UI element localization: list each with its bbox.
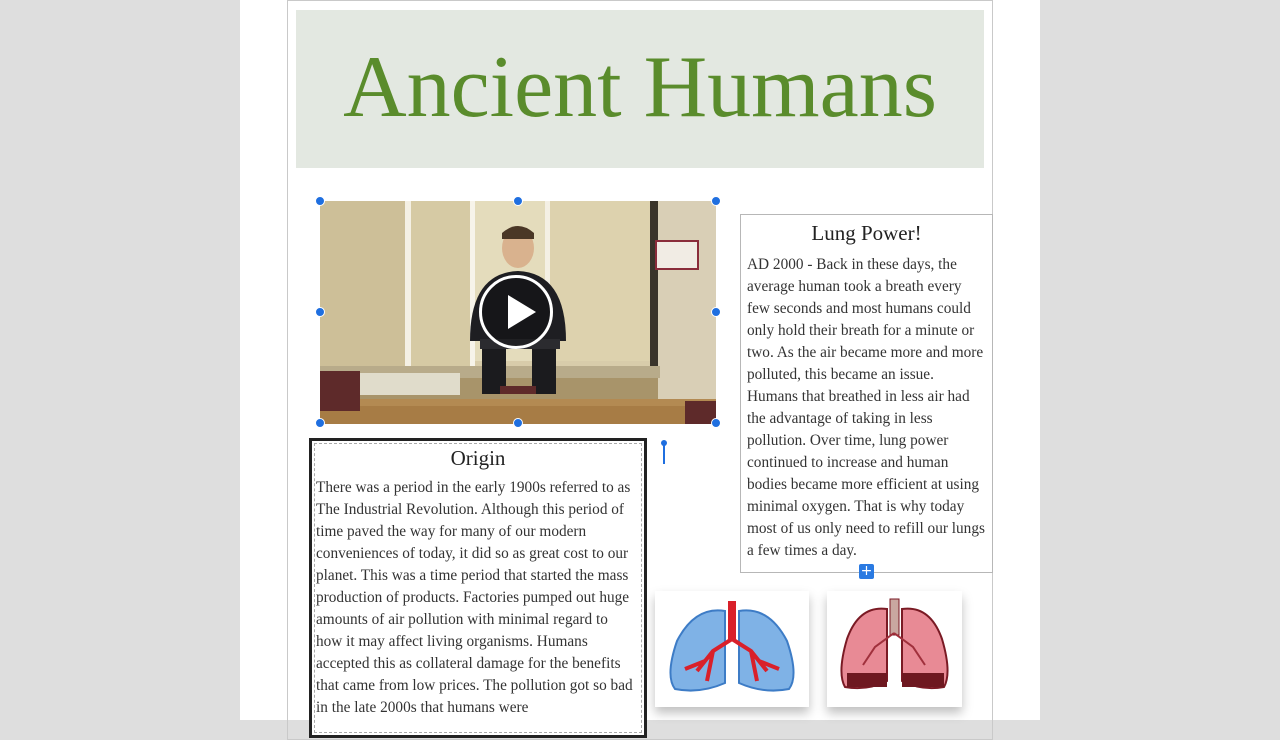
text-insertion-cursor[interactable] (663, 442, 665, 464)
text-overflow-button[interactable]: + (860, 563, 873, 579)
resize-handle-top[interactable] (513, 196, 523, 206)
lungs-pink-icon (827, 591, 962, 707)
resize-handle-top-right[interactable] (711, 196, 721, 206)
lung-power-body-text[interactable]: AD 2000 - Back in these days, the average human took a breath every few seconds and most humans could only hold their breath for a minute or two. As the air became more and more polluted, this became an issue. Humans that breathed in less air had the advantage of taking in less pollution. Over time, lung power continued to increase and human bodies became more efficient at using minimal oxygen. That is why today most of us only need to refill our lungs a few times a day. (747, 256, 985, 559)
origin-text-box[interactable] (309, 438, 647, 738)
resize-handle-bottom-left[interactable] (315, 418, 325, 428)
lung-power-text-box[interactable] (740, 214, 993, 573)
lung-power-heading[interactable]: Lung Power! (811, 221, 922, 245)
origin-body-text[interactable]: There was a period in the early 1900s referred to as The Industrial Revolution. Although this period of time paved the way for many of our modern conveniences of today, it did so as great cost to our planet. This was a time period that started the mass production of products. Factories pumped out huge amounts of air pollution with minimal regard to how it may affect living organisms. Humans accepted this as collateral damage for the benefits that came from low prices. The pollution got so bad in the late 2000s that humans were (316, 479, 633, 716)
document-title[interactable]: Ancient Humans (343, 39, 937, 136)
resize-handle-right[interactable] (711, 307, 721, 317)
resize-handle-bottom[interactable] (513, 418, 523, 428)
resize-handle-left[interactable] (315, 307, 325, 317)
lungs-blue-icon (655, 591, 809, 707)
video-player[interactable] (320, 201, 716, 424)
title-banner[interactable] (296, 10, 984, 168)
origin-heading[interactable]: Origin (450, 446, 506, 470)
lungs-diagram-pink-image[interactable] (827, 591, 962, 707)
resize-handle-bottom-right[interactable] (711, 418, 721, 428)
resize-handle-top-left[interactable] (315, 196, 325, 206)
play-icon[interactable] (479, 275, 553, 349)
lungs-diagram-blue-image[interactable] (655, 591, 809, 707)
